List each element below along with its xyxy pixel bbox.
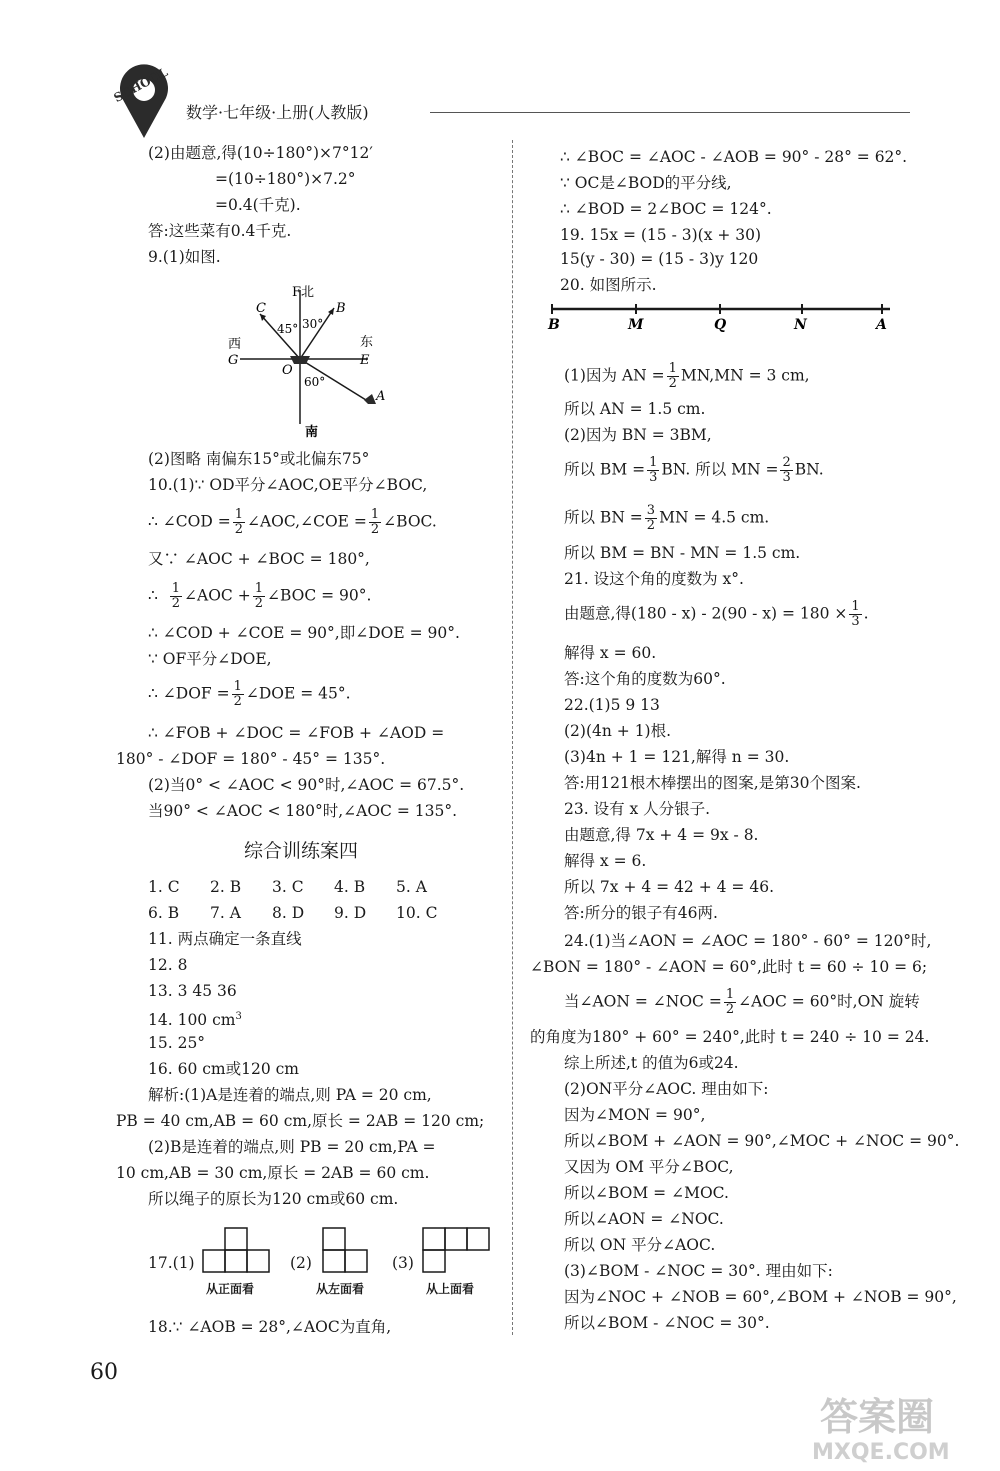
column-divider <box>512 140 513 1335</box>
answer-line: 当90° < ∠AOC < 180°时,∠AOC = 135°. <box>148 802 458 820</box>
angle-60-label: 60° <box>304 375 326 389</box>
fraction: $\frac{1}{3}$ <box>649 455 658 485</box>
answer-line: 所以 BN = $\frac{3}{2}$ MN = 4.5 cm. <box>564 503 770 533</box>
school-logo-icon <box>108 60 180 144</box>
answer-line: 所以∠AON = ∠NOC. <box>564 1210 724 1228</box>
answer-line: 所以 ON 平分∠AOC. <box>564 1236 716 1254</box>
answer-line: 所以 BM = BN - MN = 1.5 cm. <box>564 544 801 562</box>
answer-line: ∴ ∠COD + ∠COE = 90°,即∠DOE = 90°. <box>148 624 460 642</box>
answer-line: 21. 设这个角的度数为 x°. <box>564 570 744 588</box>
choice-answer: 10. C <box>396 904 438 922</box>
answer-line: ∠BON = 180° - ∠AON = 60°,此时 t = 60 ÷ 10 = 6; <box>530 958 928 976</box>
answer-line: 当∠AON = ∠NOC = $\frac{1}{2}$ ∠AOC = 60°时,ON 旋转 <box>564 987 920 1017</box>
choice-answer: 3. C <box>272 878 304 896</box>
answer-line: (2) <box>290 1254 312 1272</box>
fraction: $\frac{1}{2}$ <box>725 987 735 1017</box>
choice-answer: 1. C <box>148 878 180 896</box>
answer-line: 18.∵ ∠AOB = 28°,∠AOC为直角, <box>148 1318 392 1336</box>
east-label: 东 <box>360 335 374 350</box>
answer-line: ∵ OF平分∠DOE, <box>148 650 272 668</box>
choice-answer: 8. D <box>272 904 305 922</box>
choice-row <box>148 876 427 898</box>
number-line-figure <box>540 300 900 336</box>
answer-line: (2)由题意,得(10÷180°)×7°12′ <box>148 144 373 162</box>
answer-line: (2)(4n + 1)根. <box>564 722 672 740</box>
fraction: $\frac{2}{3}$ <box>782 455 791 485</box>
answer-line: 解得 x = 6. <box>564 852 647 870</box>
answer-line: ∴ ∠BOD = 2∠BOC = 124°. <box>560 200 772 218</box>
answer-line: 所以 BM = $\frac{1}{3}$ BN. 所以 MN = $\frac{2}{3}$ BN. <box>564 455 824 485</box>
point-N-label: N <box>794 317 807 333</box>
answer-line: 180° - ∠DOF = 180° - 45° = 135°. <box>116 750 386 768</box>
north-label: F北 <box>292 285 315 300</box>
answer-line: (1)因为 AN = $\frac{1}{2}$ MN,MN = 3 cm, <box>564 361 810 391</box>
answer-line: 15. 25° <box>148 1034 206 1052</box>
point-A-label: A <box>876 317 887 333</box>
choice-answer: 9. D <box>334 904 367 922</box>
answer-line: 16. 60 cm或120 cm <box>148 1060 299 1078</box>
choice-answer: 2. B <box>210 878 242 896</box>
header-title: 数学·七年级·上册(人教版) <box>186 103 369 122</box>
answer-line: (2)因为 BN = 3BM, <box>564 426 712 444</box>
point-G-label: G <box>228 353 239 368</box>
answer-line: 11. 两点确定一条直线 <box>148 930 302 948</box>
point-B-label: B <box>336 301 346 316</box>
answer-line: 答:这些菜有0.4千克. <box>148 222 292 240</box>
answer-line: 综上所述,t 的值为6或24. <box>564 1054 739 1072</box>
answer-line: 12. 8 <box>148 956 188 974</box>
fraction: $\frac{1}{2}$ <box>370 507 380 537</box>
fraction: $\frac{1}{2}$ <box>233 679 242 709</box>
answer-line: 所以∠BOM + ∠AON = 90°,∠MOC + ∠NOC = 90°. <box>564 1132 960 1150</box>
choice-answer: 4. B <box>334 878 366 896</box>
answer-line: (2)当0° < ∠AOC < 90°时,∠AOC = 67.5°. <box>148 776 465 794</box>
view-label: 从上面看 <box>426 1282 475 1296</box>
answer-line: ∴ $\frac{1}{2}$ ∠AOC + $\frac{1}{2}$ ∠BOC = 90°. <box>148 581 372 611</box>
answer-line: 10 cm,AB = 30 cm,原长 = 2AB = 60 cm. <box>116 1164 430 1182</box>
compass-diagram <box>220 276 400 438</box>
answer-line: 所以 AN = 1.5 cm. <box>564 400 706 418</box>
answer-line: 所以 7x + 4 = 42 + 4 = 46. <box>564 878 774 896</box>
page-number: 60 <box>90 1360 118 1385</box>
angle-45-label: 45° <box>277 322 299 336</box>
answer-line: (3) <box>392 1254 414 1272</box>
answer-line: ∴ ∠FOB + ∠DOC = ∠FOB + ∠AOD = <box>148 724 445 742</box>
answer-line: =(10÷180°)×7.2° <box>215 170 356 188</box>
answer-line: (2)图略 南偏东15°或北偏东75° <box>148 450 370 468</box>
watermark: 答案圈 <box>820 1395 935 1439</box>
answer-line: =0.4(千克). <box>215 196 301 214</box>
view-label: 从左面看 <box>316 1282 365 1296</box>
answer-line: (3)∠BOM - ∠NOC = 30°. 理由如下: <box>564 1262 833 1280</box>
choice-answer: 5. A <box>396 878 427 896</box>
point-E-label: E <box>360 353 370 368</box>
answer-line: 23. 设有 x 人分银子. <box>564 800 711 818</box>
left-view-figure <box>322 1226 374 1274</box>
point-B-label: B <box>548 317 560 333</box>
answer-line: 因为∠NOC + ∠NOB = 60°,∠BOM + ∠NOB = 90°, <box>564 1288 957 1306</box>
answer-line: 答:用121根木棒摆出的图案,是第30个图案. <box>564 774 861 792</box>
answer-line: 17.(1) <box>148 1254 195 1272</box>
angle-30-label: 30° <box>302 317 324 331</box>
answer-line: 的角度为180° + 60° = 240°,此时 t = 240 ÷ 10 = 24. <box>530 1028 930 1046</box>
answer-line: 解析:(1)A是连着的端点,则 PA = 20 cm, <box>148 1086 432 1104</box>
fraction: $\frac{1}{2}$ <box>668 361 677 391</box>
answer-line: 24.(1)当∠AON = ∠AOC = 180° - 60° = 120°时, <box>564 932 932 950</box>
choice-row <box>148 902 437 924</box>
answer-line: 所以∠BOM = ∠MOC. <box>564 1184 729 1202</box>
fraction: $\frac{1}{2}$ <box>254 581 263 611</box>
answer-line: 又因为 OM 平分∠BOC, <box>564 1158 734 1176</box>
answer-line: 20. 如图所示. <box>560 276 657 294</box>
answer-line: 22.(1)5 9 13 <box>564 696 660 714</box>
answer-line: 由题意,得(180 - x) - 2(90 - x) = 180 × $\frac{1}{3}$ . <box>564 599 869 629</box>
header-rule <box>430 112 910 113</box>
west-label: 西 <box>228 337 242 352</box>
fraction: $\frac{3}{2}$ <box>646 503 656 533</box>
watermark-url: MXQE.COM <box>812 1440 950 1465</box>
answer-line: 答:这个角的度数为60°. <box>564 670 726 688</box>
answer-line: ∴ ∠COD = $\frac{1}{2}$ ∠AOC,∠COE = $\frac{1}{2}$ ∠BOC. <box>148 507 437 537</box>
fraction: $\frac{1}{2}$ <box>171 581 181 611</box>
answer-line: 14. 100 $cm^3$ <box>148 1011 242 1030</box>
answer-line: PB = 40 cm,AB = 60 cm,原长 = 2AB = 120 cm; <box>116 1112 485 1130</box>
answer-line: 解得 x = 60. <box>564 644 657 662</box>
section-title: 综合训练案四 <box>244 840 359 862</box>
answer-line: 因为∠MON = 90°, <box>564 1106 706 1124</box>
answer-line: 15(y - 30) = (15 - 3)y 120 <box>560 250 759 268</box>
logo-text: SCHOOL <box>111 64 170 105</box>
answer-line: (2)ON平分∠AOC. 理由如下: <box>564 1080 769 1098</box>
point-M-label: M <box>628 317 644 333</box>
answer-line: ∴ ∠BOC = ∠AOC - ∠AOB = 90° - 28° = 62°. <box>560 148 908 166</box>
south-label: 南 <box>305 425 319 438</box>
answer-line: (3)4n + 1 = 121,解得 n = 30. <box>564 748 790 766</box>
answer-line: (2)B是连着的端点,则 PB = 20 cm,PA = <box>148 1138 436 1156</box>
point-A-label: A <box>376 389 386 404</box>
answer-line: 由题意,得 7x + 4 = 9x - 8. <box>564 826 759 844</box>
answer-line: 19. 15x = (15 - 3)(x + 30) <box>560 226 762 244</box>
point-O-label: O <box>282 363 293 378</box>
answer-line: 所以绳子的原长为120 cm或60 cm. <box>148 1190 399 1208</box>
answer-line: 13. 3 45 36 <box>148 982 237 1000</box>
answer-line: 所以∠BOM - ∠NOC = 30°. <box>564 1314 770 1332</box>
choice-answer: 7. A <box>210 904 241 922</box>
choice-answer: 6. B <box>148 904 180 922</box>
answer-line: 9.(1)如图. <box>148 248 221 266</box>
answer-line: 10.(1)∵ OD平分∠AOC,OE平分∠BOC, <box>148 476 428 494</box>
top-view-figure <box>422 1226 494 1274</box>
fraction: $\frac{1}{2}$ <box>234 507 243 537</box>
point-Q-label: Q <box>714 317 727 333</box>
fraction: $\frac{1}{3}$ <box>851 599 860 629</box>
answer-line: ∵ OC是∠BOD的平分线, <box>560 174 732 192</box>
answer-line: 又∵ ∠AOC + ∠BOC = 180°, <box>148 550 370 568</box>
front-view-figure <box>202 1226 274 1274</box>
point-C-label: C <box>256 301 266 316</box>
answer-line: 答:所分的银子有46两. <box>564 904 718 922</box>
answer-line: ∴ ∠DOF = $\frac{1}{2}$ ∠DOE = 45°. <box>148 679 351 709</box>
view-label: 从正面看 <box>206 1282 255 1296</box>
